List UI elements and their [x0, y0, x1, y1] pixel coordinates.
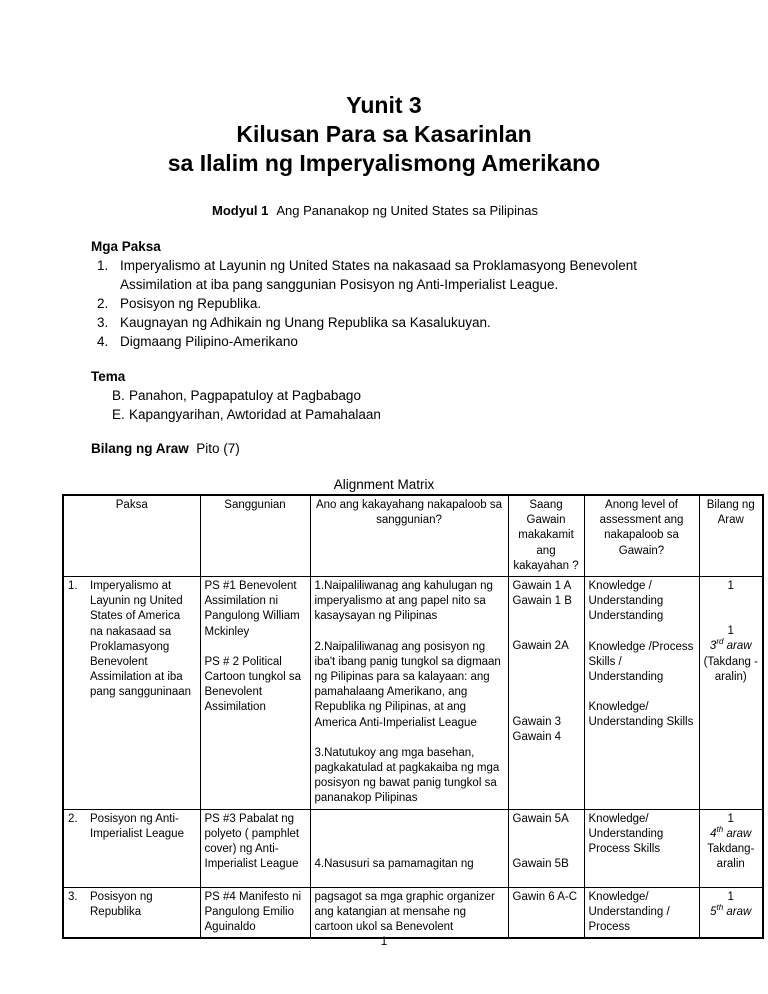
column-header: Anong level of assessment ang nakapaloob sa Gawain?: [584, 495, 699, 577]
gawain-cell: Gawain 1 A: [512, 580, 572, 593]
table-row: 2. Posisyon ng Anti-Imperialist League PS #3 Pabalat ng polyeto ( pamphlet cover) ng Anti-Imperialist League 4.Nasusuri sa pamamagitan ng Gawain 5A Gawain 5B Knowledge/ Understanding Process Skills 1 4th araw Takdang-aralin: [63, 809, 763, 887]
paksa-cell: Posisyon ng Anti-Imperialist League: [90, 812, 184, 840]
level-cell: Knowledge /: [588, 580, 652, 593]
bilang-value: Pito (7): [196, 441, 240, 456]
sanggunian-cell: PS #3 Pabalat ng polyeto ( pamphlet cover) ng Anti-Imperialist League: [204, 812, 300, 871]
level-cell: Knowledge/ Understanding Skills: [588, 701, 694, 729]
gawain-cell: Gawain 2A: [512, 640, 569, 653]
araw-cell: 1: [727, 890, 734, 903]
level-cell: Knowledge /Process Skills / Understanding: [588, 640, 694, 684]
sanggunian-cell: PS #4 Manifesto ni Pangulong Emilio Aguinaldo: [204, 890, 302, 934]
page-number: 1: [380, 934, 388, 948]
araw-cell: 1: [727, 625, 734, 638]
level-cell: Knowledge/ Understanding Process Skills: [588, 812, 664, 856]
table-row: 3. Posisyon ng Republika PS #4 Manifesto ni Pangulong Emilio Aguinaldo pagsagot sa mga graphic organizer ang katangian at mensahe ng cartoon ukol sa Benevolent Gawin 6 A-C Knowledge/ Understanding / Process 1 5th araw: [63, 887, 763, 938]
tema-heading: Tema: [91, 369, 126, 384]
level-cell: Knowledge/ Understanding / Process: [588, 890, 670, 934]
unit-subtitle: Kilusan Para sa Kasarinlan: [236, 121, 532, 147]
gawain-cell: Gawain 4: [512, 730, 562, 743]
table-row: 1. Imperyalismo at Layunin ng United States of America na nakasaad sa Proklamasyong Benevolent Assimilation at iba pang sangguninaan PS #1 Benevolent Assimilation ni Pangulong William Mckinley PS # 2 Political Cartoon tungkol sa Benevolent Assimilation 1.Naipaliliwanag ang kahulugan ng imperyalismo at ang papel nito sa kasaysayan ng Pilipinas 2.Naipaliliwanag ang posisyon ng iba't ibang panig tungkol sa digmaan ng Pilipinas para sa kalayaan: ang pamahalaang Amerikano, ang Republika ng Pilipinas, at ang America Anti-Imperialist League 3.Natutukoy ang mga basehan, pagkakatulad at pagkakaiba ng mga posisyon ng bawat panig tungkol sa pananakop Pilipinas Gawain 1 A Gawain 1 B Gawain 2A Gawain 3 Gawain 4 Knowledge / Understanding Understanding Knowledge /Process Skills / Understanding Knowledge/ Understanding Skills 1 1 3rd araw (Takdang -aralin): [63, 577, 763, 810]
araw-note: Takdang-aralin: [707, 843, 755, 871]
paksa-heading: Mga Paksa: [91, 239, 161, 254]
column-header: Paksa: [63, 495, 200, 577]
kakayahan-cell: 2.Naipaliliwanag ang posisyon ng iba't ibang panig tungkol sa digmaan ng Pilipinas para sa kalayaan: ang pamahalaang Amerikano, ang Republika ng Pilipinas, at ang America Anti-Imperialist League: [314, 640, 501, 729]
modyul-title: Ang Pananakop ng United States sa Pilipinas: [276, 203, 538, 218]
list-item: 1. Imperyalismo at Layunin ng United States na nakasaad sa Proklamasyong Benevolent Assimilation at iba pang sanggunian Posisyon ng Anti-Imperialist League.: [97, 258, 638, 292]
list-item: E. Kapangyarihan, Awtoridad at Pamahalaan: [112, 407, 381, 422]
column-header: Ano ang kakayahang nakapaloob sa sanggunian?: [310, 495, 508, 577]
level-cell: Understanding: [588, 610, 664, 623]
matrix-title: Alignment Matrix: [333, 477, 435, 492]
paksa-section: [91, 237, 651, 351]
paksa-cell: Posisyon ng Republika: [90, 890, 153, 918]
gawain-cell: Gawain 1 B: [512, 595, 572, 608]
list-item: 3. Kaugnayan ng Adhikain ng Unang Republika sa Kasalukuyan.: [97, 315, 491, 330]
gawain-cell: Gawain 3: [512, 715, 562, 728]
sanggunian-cell: PS #1 Benevolent Assimilation ni Pangulong William Mckinley: [204, 580, 300, 638]
alignment-matrix: [62, 494, 764, 939]
araw-ordinal: 5th araw: [710, 903, 752, 918]
table-header-row: [63, 495, 763, 577]
modyul-label: Modyul 1: [212, 203, 269, 218]
paksa-cell: Imperyalismo at Layunin ng United States of America na nakasaad sa Proklamasyong Benevolent Assimilation at iba pang sangguninaan: [90, 580, 192, 699]
column-header: Sanggunian: [200, 495, 310, 577]
tema-section: [91, 367, 651, 424]
kakayahan-cell: pagsagot sa mga graphic organizer ang katangian at mensahe ng cartoon ukol sa Benevolent: [314, 890, 495, 934]
kakayahan-cell: 1.Naipaliliwanag ang kahulugan ng imperyalismo at ang papel nito sa kasaysayan ng Pilipinas: [314, 580, 493, 623]
unit-subtitle-2: sa Ilalim ng Imperyalismong Amerikano: [167, 150, 601, 176]
bilang-label: Bilang ng Araw: [91, 441, 189, 456]
gawain-cell: Gawain 5A: [512, 812, 569, 825]
bilang-ng-araw: [91, 441, 240, 456]
araw-cell: 1: [727, 580, 734, 593]
modyul-line: [212, 203, 538, 218]
araw-ordinal: 3rd araw: [709, 637, 752, 653]
column-header: Bilang ng Araw: [699, 495, 763, 577]
sanggunian-cell: PS # 2 Political Cartoon tungkol sa Benevolent Assimilation: [204, 655, 302, 714]
gawain-cell: Gawain 5B: [512, 857, 569, 870]
column-header: Saang Gawain makakamit ang kakayahan ?: [508, 495, 584, 577]
kakayahan-cell: 3.Natutukoy ang mga basehan, pagkakatulad at pagkakaiba ng mga posisyon ng bawat panig tungkol sa pananakop Pilipinas: [314, 746, 500, 805]
list-item: 4. Digmaang Pilipino-Amerikano: [97, 334, 298, 349]
araw-cell: 1: [727, 812, 734, 825]
list-item: 2. Posisyon ng Republika.: [97, 296, 262, 311]
kakayahan-cell: 4.Nasusuri sa pamamagitan ng: [314, 857, 474, 870]
level-cell: Understanding: [588, 595, 664, 608]
gawain-cell: Gawin 6 A-C: [512, 890, 578, 903]
unit-title: Yunit 3: [346, 92, 422, 118]
araw-note: (Takdang -aralin): [703, 655, 758, 683]
araw-ordinal: 4th araw: [710, 825, 752, 840]
list-item: B. Panahon, Pagpapatuloy at Pagbabago: [112, 388, 361, 403]
